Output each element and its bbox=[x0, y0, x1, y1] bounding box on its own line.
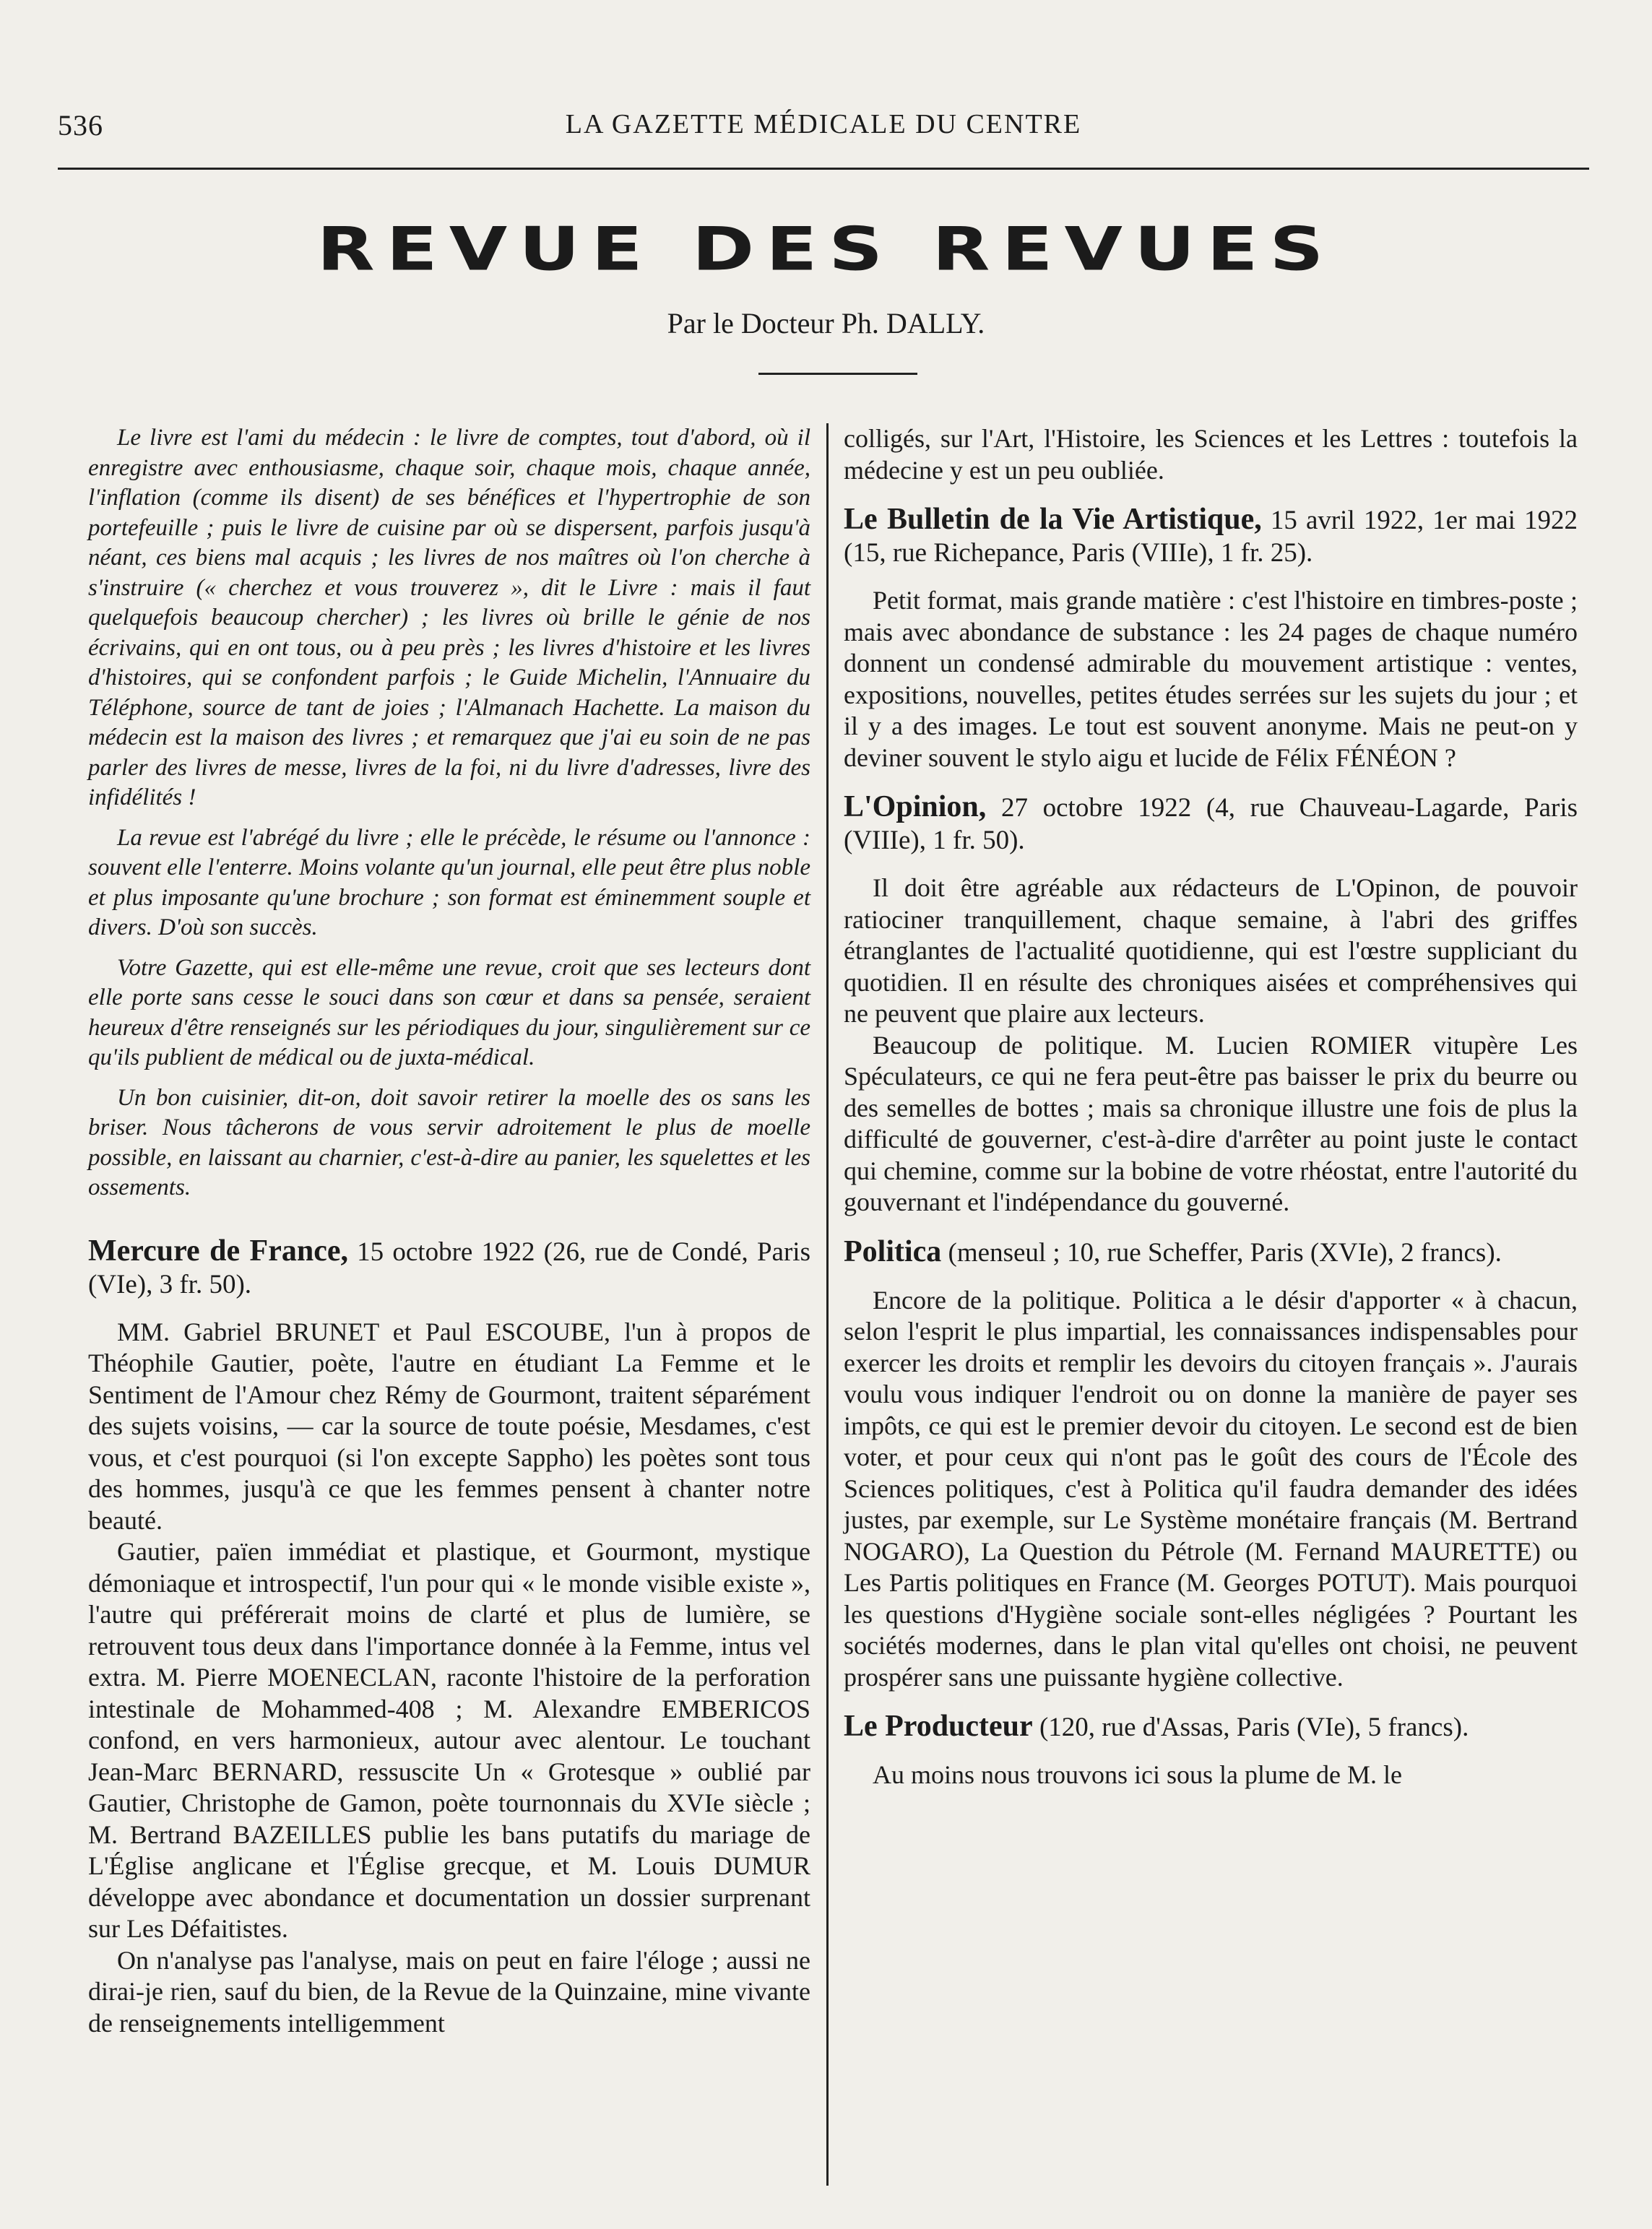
review-heading-bulletin bbox=[844, 503, 1578, 569]
article-byline: Par le Docteur Ph. DALLY. bbox=[667, 307, 985, 339]
journal-name: Mercure de France, bbox=[88, 1234, 348, 1268]
journal-name: Politica bbox=[844, 1234, 942, 1268]
intro-paragraph: La revue est l'abrégé du livre ; elle le précède, le résume ou l'annonce : souvent elle l'enterre. Moins volante qu'un journal, elle peut être plus noble et plus imposante qu'une brochure ; son format est éminemment souple et divers. D'où son succès. bbox=[88, 824, 810, 940]
journal-name: Le Producteur bbox=[844, 1710, 1033, 1743]
review-heading-politica bbox=[844, 1236, 1578, 1269]
continuation-paragraph: colligés, sur l'Art, l'Histoire, les Sciences et les Lettres : toutefois la médecine y est un peu oubliée. bbox=[844, 424, 1578, 485]
review-paragraph: Il doit être agréable aux rédacteurs de L'Opinon, de pouvoir ratiociner tranquillement, chaque semaine, à l'abri des griffes étranglantes de l'actualité quotidienne, qui est l'œstre suppliciant du quotidien. Il en résulte des chroniques aisées et compréhensives qui ne peuvent que plaire aux lecteurs. bbox=[844, 873, 1578, 1028]
left-column bbox=[88, 423, 810, 2039]
review-paragraph: Gautier, païen immédiat et plastique, et Gourmont, mystique démoniaque et introspectif, l'un pour qui « le monde visible existe », l'autre qui préférerait moins de clarté et plus de lumière, se retrouvent tous deux dans l'importance donnée à la Femme, intus vel extra. M. Pierre MOENECLAN, raconte l'histoire de la perforation intestinale de Mohammed-408 ; M. Alexandre EMBERICOS confond, en vers harmonieux, autour avec alentour. Le touchant Jean-Marc BERNARD, ressuscite Un « Grotesque » oublié par Gautier, Christophe de Gamon, poète tournonnais du XVIe siècle ; M. Bertrand BAZEILLES publie les bans putatifs du mariage de L'Église anglicane et l'Église grecque, et M. Louis DUMUR développe avec abondance et documentation un dossier surprenant sur Les Défaitistes. bbox=[88, 1537, 810, 1943]
review-paragraph: Petit format, mais grande matière : c'est l'histoire en timbres-poste ; mais avec abondance de substance : les 24 pages de chaque numéro donnent un condensé admirable du mouvement artistique : ventes, expositions, nouvelles, petites études serrées sur les sujets du jour ; et il y a des images. Le tout est souvent anonyme. Mais ne peut-on y deviner souvent le stylo aigu et lucide de Félix FÉNÉON ? bbox=[844, 586, 1578, 772]
review-paragraph: MM. Gabriel BRUNET et Paul ESCOUBE, l'un à propos de Théophile Gautier, poète, l'autre en étudiant La Femme et le Sentiment de l'Amour chez Rémy de Gourmont, traitent séparément des sujets voisins, — car la source de toute poésie, Mesdames, c'est vous, et c'est pourquoi (si l'on excepte Sappho) les poètes sont tous des hommes, jusqu'à ce que les femmes pensent à chanter notre beauté. bbox=[88, 1317, 810, 1535]
review-paragraph: Encore de la politique. Politica a le désir d'apporter « à chacun, selon l'esprit le plus impartial, les connaissances indispensables pour exercer les droits et remplir les devoirs du citoyen français ». J'aurais voulu vous indiquer l'endroit ou on donne la manière de payer ses impôts, ce qui est le premier devoir du citoyen. Le second est de bien voter, et pour ceux qui n'ont pas le goût des cours de l'École des Sciences politiques, c'est à Politica qu'il faudra demander des idées justes, par exemple, sur Le Système monétaire français (M. Bertrand NOGARO), La Question du Pétrole (M. Fernand MAURETTE) ou Les Partis politiques en France (M. Georges POTUT). Mais pourquoi les questions d'Hygiène sociale sont-elles négligées ? Pourtant les sociétés modernes, dans le plan vital qu'elles ont choisi, ne peuvent prospérer sans une puissante hygiène collective. bbox=[844, 1285, 1578, 1692]
review-paragraph: On n'analyse pas l'analyse, mais on peut en faire l'éloge ; aussi ne dirai-je rien, sauf du bien, de la Revue de la Quinzaine, mine vivante de renseignements intelligemment bbox=[88, 1945, 810, 2038]
right-column bbox=[844, 423, 1578, 1791]
article-title: REVUE DES REVUES bbox=[316, 214, 1336, 285]
journal-details: 15 octobre 1922 (26, rue de Condé, Paris (VIe), 3 fr. 50). bbox=[88, 1237, 810, 1299]
intro-paragraph: Votre Gazette, qui est elle-même une revue, croit que ses lecteurs dont elle porte sans cesse le souci dans son cœur et dans sa pensée, seraient heureux d'être renseignés sur les périodiques du jour, singulièrement sur ce qu'ils publient de médical ou de juxta-médical. bbox=[88, 954, 810, 1070]
review-heading-opinion bbox=[844, 791, 1578, 857]
journal-details: 27 octobre 1922 (4, rue Chauveau-Lagarde, Paris (VIIIe), 1 fr. 50). bbox=[844, 793, 1578, 855]
page-number: 536 bbox=[58, 109, 103, 142]
review-heading-mercure bbox=[88, 1235, 810, 1301]
review-paragraph: Au moins nous trouvons ici sous la plume de M. le bbox=[873, 1760, 1402, 1789]
journal-title: LA GAZETTE MÉDICALE DU CENTRE bbox=[565, 109, 1082, 139]
journal-name: Le Bulletin de la Vie Artistique, bbox=[844, 503, 1262, 536]
journal-details: 15 avril 1922, 1er mai 1922 (15, rue Richepance, Paris (VIIIe), 1 fr. 25). bbox=[844, 506, 1578, 568]
review-paragraph: Beaucoup de politique. M. Lucien ROMIER vitupère Les Spéculateurs, ce qui ne fera peut-être pas baisser le prix du beurre ou des semelles de bottes ; mais sa chronique illustre une fois de plus la difficulté de gouverner, c'est-à-dire d'arrêter au point juste le contact qui chemine, comme sur la bobine de votre rhéostat, entre l'autorité du gouvernant et l'indépendance du gouverné. bbox=[844, 1030, 1578, 1216]
column-divider bbox=[826, 423, 829, 2186]
intro-paragraph: Un bon cuisinier, dit-on, doit savoir retirer la moelle des os sans les briser. Nous tâcherons de vous servir adroitement le plus de moelle possible, en laissant au charnier, c'est-à-dire au panier, les squelettes et les ossements. bbox=[88, 1084, 810, 1200]
title-rule bbox=[758, 373, 917, 375]
journal-details: (120, rue d'Assas, Paris (VIe), 5 francs). bbox=[1032, 1713, 1469, 1742]
intro-section bbox=[88, 423, 810, 1203]
intro-paragraph: Le livre est l'ami du médecin : le livre de comptes, tout d'abord, où il enregistre avec enthousiasme, chaque soir, chaque mois, chaque année, l'inflation (comme ils disent) de ses bénéfices et l'hypertrophie de son portefeuille ; puis le livre de cuisine par où se dispersent, parfois jusqu'à néant, ces biens mal acquis ; les livres de nos maîtres où l'on cherche à s'instruire (« cherchez et vous trouverez », dit le Livre : mais il faut quelquefois beaucoup chercher) ; les livres où brille le génie de nos écrivains, qui en ont tous, ou à peu près ; les livres d'histoire et les livres d'histoires, qui se confondent parfois ; le Guide Michelin, l'Annuaire du Téléphone, source de tant de joies ; l'Almanach Hachette. La maison du médecin est la maison des livres ; et remarquez que j'ai eu soin de ne pas parler des livres de messe, livres de la foi, ni du livre d'adresses, livre des infidélités ! bbox=[88, 425, 810, 810]
review-heading-producteur bbox=[844, 1710, 1578, 1744]
journal-name: L'Opinion, bbox=[844, 790, 987, 823]
journal-details: (menseul ; 10, rue Scheffer, Paris (XVIe), 2 francs). bbox=[941, 1237, 1502, 1268]
header-rule bbox=[58, 168, 1589, 170]
page-header bbox=[58, 108, 1589, 144]
